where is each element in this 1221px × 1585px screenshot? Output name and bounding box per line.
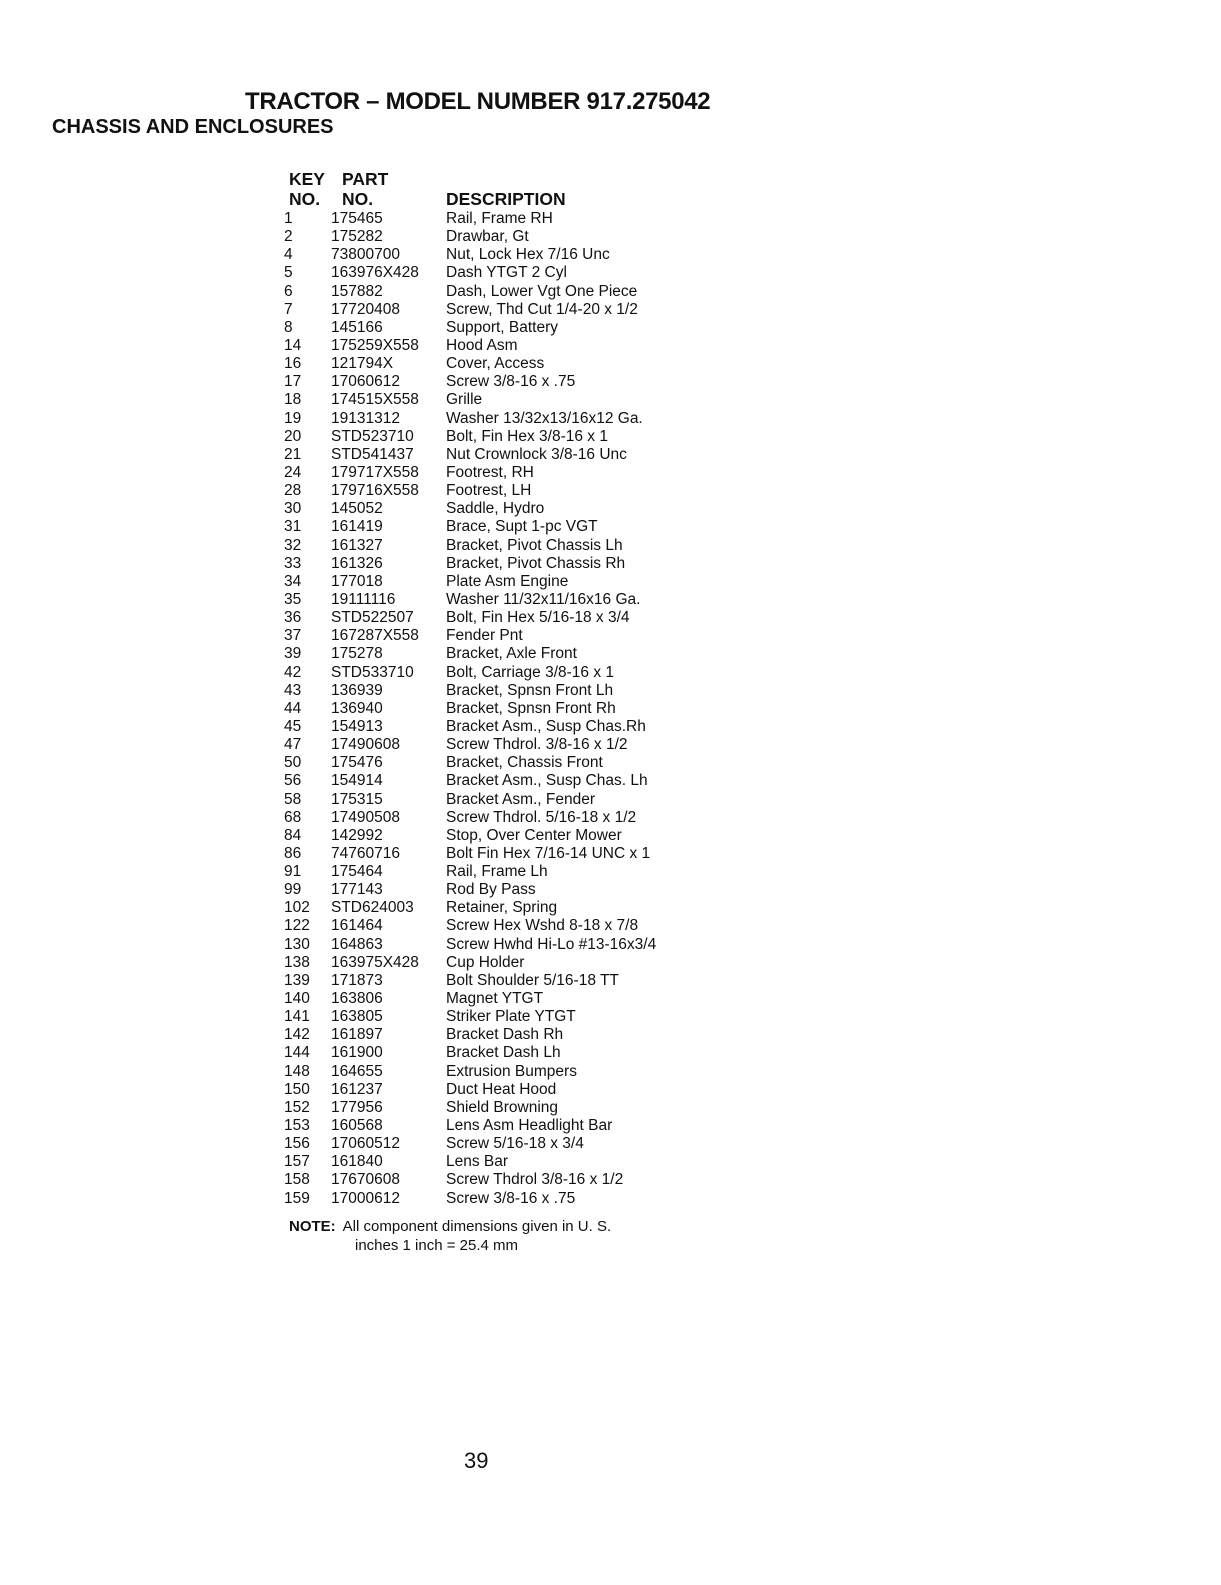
- description-header: DESCRIPTION: [446, 189, 566, 209]
- page-title: TRACTOR – MODEL NUMBER 917.275042: [245, 88, 711, 115]
- parts-row: [284, 246, 656, 264]
- part-number: STD533710: [331, 663, 414, 681]
- part-description: Bolt, Carriage 3/8-16 x 1: [446, 663, 615, 681]
- parts-row: [284, 537, 656, 555]
- part-number: 161326: [331, 554, 383, 572]
- part-number: 161419: [331, 518, 383, 536]
- part-number: 161897: [331, 1026, 383, 1044]
- key-number: 157: [284, 1153, 310, 1171]
- note-line2: inches 1 inch = 25.4 mm: [355, 1237, 519, 1254]
- parts-row: [284, 446, 656, 464]
- section-title: CHASSIS AND ENCLOSURES: [52, 116, 334, 138]
- part-description: Bracket Asm., Fender: [446, 790, 596, 808]
- parts-row: [284, 1135, 656, 1153]
- key-number: 156: [284, 1135, 310, 1153]
- key-number: 144: [284, 1044, 310, 1062]
- parts-row: [284, 319, 656, 337]
- part-number: 175259X558: [331, 336, 419, 354]
- part-description: Bolt Fin Hex 7/16-14 UNC x 1: [446, 844, 651, 862]
- key-number: 140: [284, 990, 310, 1008]
- key-number: 33: [284, 554, 302, 572]
- part-number: 175476: [331, 754, 383, 772]
- part-number: 177018: [331, 572, 383, 590]
- part-number: 163806: [331, 990, 383, 1008]
- part-description: Shield Browning: [446, 1098, 559, 1116]
- part-description: Rail, Frame RH: [446, 210, 553, 227]
- parts-row: [284, 1008, 656, 1026]
- part-number: 17490608: [331, 736, 400, 754]
- part-description: Bolt Shoulder 5/16-18 TT: [446, 971, 619, 989]
- part-description: Dash, Lower Vgt One Piece: [446, 282, 638, 300]
- key-number: 141: [284, 1008, 310, 1026]
- parts-row: [284, 1117, 656, 1135]
- part-number: 174515X558: [331, 391, 419, 409]
- part-number: 142992: [331, 826, 383, 844]
- part-number: STD624003: [331, 899, 414, 917]
- key-number: 58: [284, 790, 302, 808]
- parts-row: [284, 301, 656, 319]
- key-number: 35: [284, 590, 302, 608]
- part-description: Retainer, Spring: [446, 899, 558, 917]
- part-description: Bracket, Pivot Chassis Rh: [446, 554, 626, 572]
- part-description: Screw 3/8-16 x .75: [446, 1189, 576, 1207]
- part-number: STD541437: [331, 445, 414, 463]
- part-description: Rail, Frame Lh: [446, 863, 548, 881]
- part-description: Screw Hwhd Hi-Lo #13-16x3/4: [446, 935, 657, 953]
- part-number: 175465: [331, 210, 383, 227]
- key-number: 24: [284, 463, 302, 481]
- key-number: 150: [284, 1080, 310, 1098]
- part-description: Hood Asm: [446, 336, 518, 354]
- key-number: 158: [284, 1171, 310, 1189]
- key-number: 42: [284, 663, 302, 681]
- part-description: Screw, Thd Cut 1/4-20 x 1/2: [446, 300, 638, 318]
- part-number: 17000612: [331, 1189, 400, 1207]
- key-number: 153: [284, 1117, 310, 1135]
- part-number: STD522507: [331, 609, 414, 627]
- part-description: Grille: [446, 391, 483, 409]
- page-number: 39: [464, 1448, 489, 1473]
- part-number: 136940: [331, 699, 383, 717]
- key-number: 20: [284, 427, 302, 445]
- key-number: 34: [284, 572, 302, 590]
- part-number: 161327: [331, 536, 383, 554]
- part-description: Screw Hex Wshd 8-18 x 7/8: [446, 917, 639, 935]
- parts-row: [284, 337, 656, 355]
- parts-row: [284, 682, 656, 700]
- key-number: 86: [284, 844, 302, 862]
- key-number: 5: [284, 264, 293, 282]
- key-number: 47: [284, 736, 302, 754]
- parts-row: [284, 591, 656, 609]
- part-number: 175315: [331, 790, 383, 808]
- part-description: Bolt, Fin Hex 3/8-16 x 1: [446, 427, 608, 445]
- part-number: 163805: [331, 1008, 383, 1026]
- parts-row: [284, 863, 656, 881]
- parts-row: [284, 718, 656, 736]
- part-description: Lens Bar: [446, 1153, 509, 1171]
- part-description: Washer 11/32x11/16x16 Ga.: [446, 590, 641, 608]
- parts-row: [284, 1063, 656, 1081]
- part-description: Extrusion Bumpers: [446, 1062, 577, 1080]
- parts-row: [284, 1081, 656, 1099]
- key-number: 91: [284, 863, 302, 881]
- part-number: 177956: [331, 1098, 383, 1116]
- part-number: 161900: [331, 1044, 383, 1062]
- parts-row: [284, 1190, 656, 1208]
- part-description: Bracket, Axle Front: [446, 645, 577, 663]
- part-description: Bracket Dash Rh: [446, 1026, 564, 1044]
- parts-row: [284, 373, 656, 391]
- note-line1: All component dimensions given in U. S.: [342, 1218, 612, 1235]
- parts-row: [284, 936, 656, 954]
- parts-row: [284, 972, 656, 990]
- parts-list: [284, 210, 656, 1208]
- key-number: 102: [284, 899, 310, 917]
- key-number: 50: [284, 754, 302, 772]
- part-number: 175282: [331, 228, 383, 246]
- part-description: Fender Pnt: [446, 627, 523, 645]
- part-description: Cup Holder: [446, 953, 525, 971]
- key-number: 152: [284, 1098, 310, 1116]
- part-description: Screw Thdrol. 5/16-18 x 1/2: [446, 808, 637, 826]
- parts-row: [284, 627, 656, 645]
- part-number: 163976X428: [331, 264, 419, 282]
- parts-row: [284, 791, 656, 809]
- parts-row: [284, 518, 656, 536]
- parts-row: [284, 1099, 656, 1117]
- part-number: 74760716: [331, 844, 400, 862]
- part-description: Washer 13/32x13/16x12 Ga.: [446, 409, 643, 427]
- part-description: Saddle, Hydro: [446, 500, 545, 518]
- part-number: 17060512: [331, 1135, 400, 1153]
- key-number: 44: [284, 699, 302, 717]
- part-number: 121794X: [331, 355, 394, 373]
- part-description: Nut, Lock Hex 7/16 Unc: [446, 246, 610, 264]
- parts-row: [284, 881, 656, 899]
- part-number: 161464: [331, 917, 383, 935]
- parts-row: [284, 954, 656, 972]
- parts-row: [284, 772, 656, 790]
- note: [289, 1217, 611, 1236]
- part-number: 161840: [331, 1153, 383, 1171]
- key-header-line2: NO.: [289, 189, 321, 209]
- part-number: 164863: [331, 935, 383, 953]
- part-number: 17490508: [331, 808, 400, 826]
- parts-row: [284, 664, 656, 682]
- key-number: 130: [284, 935, 310, 953]
- part-description: Screw 5/16-18 x 3/4: [446, 1135, 584, 1153]
- key-number: 37: [284, 627, 302, 645]
- key-number: 21: [284, 445, 302, 463]
- part-number: 136939: [331, 681, 383, 699]
- part-description: Screw Thdrol. 3/8-16 x 1/2: [446, 736, 628, 754]
- part-description: Rod By Pass: [446, 881, 536, 899]
- parts-row: [284, 555, 656, 573]
- part-description: Dash YTGT 2 Cyl: [446, 264, 567, 282]
- part-header-line2: NO.: [342, 189, 374, 209]
- parts-row: [284, 1044, 656, 1062]
- part-description: Footrest, RH: [446, 463, 534, 481]
- part-number: 145052: [331, 500, 383, 518]
- key-number: 7: [284, 300, 293, 318]
- part-number: 175464: [331, 863, 383, 881]
- part-description: Cover, Access: [446, 355, 545, 373]
- note-label: NOTE:: [289, 1218, 336, 1235]
- key-number: 138: [284, 953, 310, 971]
- key-number: 142: [284, 1026, 310, 1044]
- parts-row: [284, 573, 656, 591]
- key-number: 18: [284, 391, 302, 409]
- key-number: 31: [284, 518, 302, 536]
- parts-row: [284, 500, 656, 518]
- part-description: Screw Thdrol 3/8-16 x 1/2: [446, 1171, 624, 1189]
- parts-row: [284, 482, 656, 500]
- part-number: 161237: [331, 1080, 383, 1098]
- key-number: 43: [284, 681, 302, 699]
- key-number: 17: [284, 373, 302, 391]
- key-number: 6: [284, 282, 293, 300]
- part-number: 167287X558: [331, 627, 419, 645]
- key-number: 4: [284, 246, 293, 264]
- part-description: Bracket Dash Lh: [446, 1044, 561, 1062]
- key-number: 45: [284, 717, 302, 735]
- part-number: 19111116: [331, 590, 396, 608]
- part-number: 177143: [331, 881, 383, 899]
- key-number: 68: [284, 808, 302, 826]
- parts-row: [284, 1153, 656, 1171]
- part-description: Magnet YTGT: [446, 990, 544, 1008]
- part-description: Bracket, Spnsn Front Lh: [446, 681, 614, 699]
- part-number: 145166: [331, 318, 383, 336]
- part-number: 154913: [331, 717, 383, 735]
- part-description: Bracket, Spnsn Front Rh: [446, 699, 616, 717]
- part-description: Plate Asm Engine: [446, 572, 569, 590]
- parts-row: [284, 355, 656, 373]
- parts-row: [284, 609, 656, 627]
- key-number: 2: [284, 228, 293, 246]
- part-description: Footrest, LH: [446, 482, 532, 500]
- part-description: Brace, Supt 1-pc VGT: [446, 518, 598, 536]
- part-number: 179716X558: [331, 482, 419, 500]
- key-number: 19: [284, 409, 302, 427]
- parts-row: [284, 1171, 656, 1189]
- parts-row: [284, 700, 656, 718]
- part-number: 179717X558: [331, 463, 419, 481]
- parts-row: [284, 845, 656, 863]
- part-description: Striker Plate YTGT: [446, 1008, 576, 1026]
- key-number: 30: [284, 500, 302, 518]
- part-number: 17720408: [331, 300, 400, 318]
- part-description: Bracket Asm., Susp Chas.Rh: [446, 717, 646, 735]
- parts-row: [284, 410, 656, 428]
- part-description: Bolt, Fin Hex 5/16-18 x 3/4: [446, 609, 630, 627]
- part-description: Lens Asm Headlight Bar: [446, 1117, 613, 1135]
- part-number: 171873: [331, 971, 383, 989]
- part-description: Nut Crownlock 3/8-16 Unc: [446, 445, 627, 463]
- part-description: Screw 3/8-16 x .75: [446, 373, 576, 391]
- key-number: 139: [284, 971, 310, 989]
- part-description: Bracket, Chassis Front: [446, 754, 603, 772]
- part-number: 163975X428: [331, 953, 419, 971]
- parts-row: [284, 736, 656, 754]
- key-number: 148: [284, 1062, 310, 1080]
- part-description: Stop, Over Center Mower: [446, 826, 622, 844]
- key-number: 16: [284, 355, 302, 373]
- parts-row: [284, 645, 656, 663]
- part-description: Support, Battery: [446, 318, 559, 336]
- key-number: 28: [284, 482, 302, 500]
- parts-row: [284, 391, 656, 409]
- part-description: Duct Heat Hood: [446, 1080, 557, 1098]
- part-description: Drawbar, Gt: [446, 228, 529, 246]
- parts-row: [284, 990, 656, 1008]
- key-number: 39: [284, 645, 302, 663]
- key-number: 1: [284, 210, 293, 227]
- key-number: 36: [284, 609, 302, 627]
- part-number: 19131312: [331, 409, 400, 427]
- parts-row: [284, 428, 656, 446]
- part-number: 17670608: [331, 1171, 400, 1189]
- part-number: 164655: [331, 1062, 383, 1080]
- part-number: 160568: [331, 1117, 383, 1135]
- key-number: 159: [284, 1189, 310, 1207]
- part-number: 17060612: [331, 373, 400, 391]
- key-number: 56: [284, 772, 302, 790]
- key-header-line1: KEY: [289, 169, 325, 189]
- parts-row: [284, 917, 656, 935]
- parts-row: [284, 754, 656, 772]
- part-number: 73800700: [331, 246, 400, 264]
- part-description: Bracket, Pivot Chassis Lh: [446, 536, 623, 554]
- parts-row: [284, 210, 656, 228]
- parts-row: [284, 827, 656, 845]
- key-number: 32: [284, 536, 302, 554]
- key-number: 99: [284, 881, 302, 899]
- key-number: 84: [284, 826, 302, 844]
- parts-row: [284, 899, 656, 917]
- parts-row: [284, 1026, 656, 1044]
- key-number: 14: [284, 336, 302, 354]
- part-header-line1: PART: [342, 169, 389, 189]
- parts-row: [284, 264, 656, 282]
- part-description: Bracket Asm., Susp Chas. Lh: [446, 772, 648, 790]
- key-number: 122: [284, 917, 310, 935]
- part-number: 157882: [331, 282, 383, 300]
- key-number: 8: [284, 318, 293, 336]
- part-number: STD523710: [331, 427, 414, 445]
- parts-row: [284, 283, 656, 301]
- parts-row: [284, 228, 656, 246]
- parts-row: [284, 464, 656, 482]
- part-number: 154914: [331, 772, 383, 790]
- part-number: 175278: [331, 645, 383, 663]
- parts-row: [284, 809, 656, 827]
